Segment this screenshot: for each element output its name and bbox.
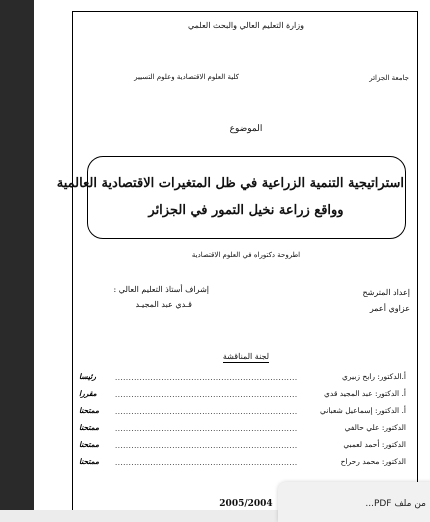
dot-leader: ...................................................................	[115, 425, 298, 433]
member-role: ممتحنا	[79, 457, 100, 466]
pdf-notification-toast[interactable]	[278, 482, 430, 522]
committee-member-row	[79, 457, 414, 468]
thesis-title-line-1: استراتيجية التنمية الزراعية في ظل المتغيرات الاقتصادية العالمية	[56, 176, 404, 191]
supervisor-label: إشراف أستاذ التعليم العالي :	[113, 285, 209, 294]
candidate-label: إعداد المترشح	[362, 288, 410, 297]
dot-leader: ...................................................................	[115, 459, 298, 467]
subject-label: الموضوع	[229, 124, 263, 134]
document-page	[34, 0, 430, 510]
member-role: ممتحنا	[79, 423, 100, 432]
member-name: الدكتور: أحمد لعمبي	[343, 440, 406, 449]
committee-member-row	[79, 423, 414, 434]
member-role: ممتحنا	[79, 440, 100, 449]
committee-member-row	[79, 406, 414, 417]
member-name: الدكتور: محمد رحراح	[340, 457, 406, 466]
viewer-side-panel	[0, 0, 34, 510]
dot-leader: ...................................................................	[115, 442, 298, 450]
candidate-name: عزاوي أعمر	[369, 304, 410, 313]
committee-member-row	[79, 372, 414, 383]
member-role: مقررا	[79, 389, 97, 398]
page-border-frame	[56, 11, 418, 510]
university-name: جامعة الجزائر	[369, 74, 409, 82]
thesis-title-line-2: وواقع زراعة نخيل التمور في الجزائر	[148, 203, 344, 218]
dot-leader: ...................................................................	[115, 374, 298, 382]
member-name: أ.الدكتور: رابح زبيري	[341, 372, 406, 381]
member-name: الدكتور: علي حالفي	[344, 423, 406, 432]
member-name: أ. الدكتور: عبد المجيد قدي	[324, 389, 406, 398]
committee-title-text: لجنة المناقشة	[222, 352, 270, 361]
thesis-title-box	[56, 156, 406, 239]
ministry-header: وزارة التعليم العالي والبحث العلمي	[188, 21, 304, 30]
member-role: ممتحنا	[79, 406, 100, 415]
dot-leader: ...................................................................	[115, 408, 298, 416]
faculty-name: كلية العلوم الاقتصادية وعلوم التسيير	[134, 73, 239, 81]
member-role: رئيسا	[79, 372, 96, 381]
dot-leader: ...................................................................	[115, 391, 298, 399]
thesis-type: اطروحة دكتوراه في العلوم الاقتصادية	[191, 251, 301, 259]
academic-year: 2005/2004	[219, 499, 273, 509]
committee-title	[73, 353, 419, 361]
supervisor-name: قـدي عبد المجيـد	[135, 300, 192, 309]
committee-member-row	[79, 389, 414, 400]
toast-text: من ملف PDF...	[365, 499, 426, 509]
committee-member-row	[79, 440, 414, 451]
member-name: أ. الدكتور: إسماعيل شعباني	[320, 406, 406, 415]
